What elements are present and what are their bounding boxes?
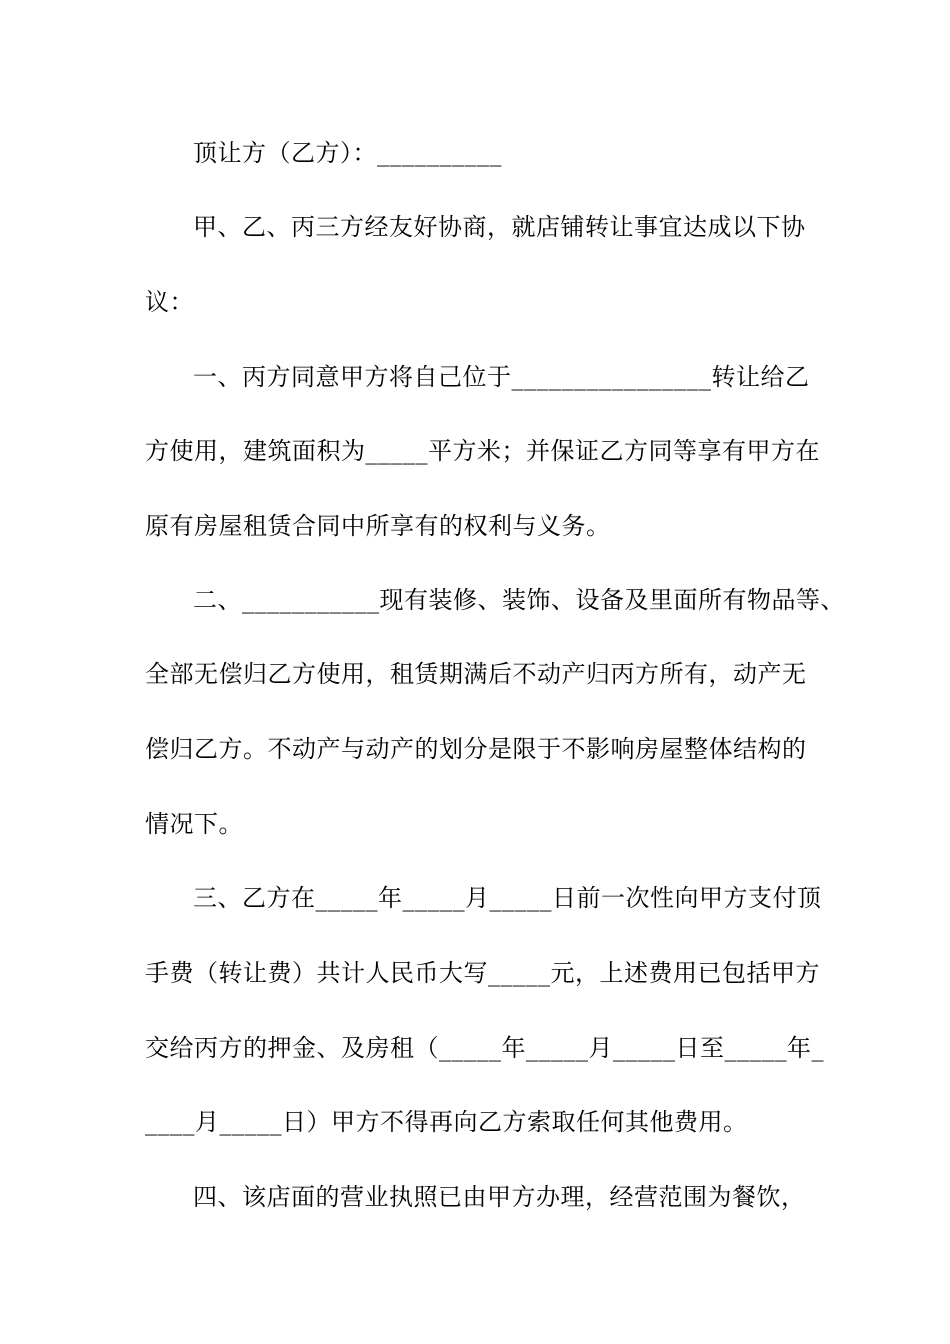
clause-1-line-1: 一、丙方同意甲方将自己位于________________转让给乙	[193, 363, 810, 391]
clause-1-line-2: 方使用，建筑面积为_____平方米；并保证乙方同等享有甲方在	[145, 437, 820, 465]
preamble-line-1: 甲、乙、丙三方经友好协商，就店铺转让事宜达成以下协	[193, 213, 806, 241]
transferee-party-line: 顶让方（乙方）：__________	[193, 139, 502, 167]
clause-3-line-1: 三、乙方在_____年_____月_____日前一次性向甲方支付顶	[193, 884, 822, 912]
clause-2-line-2: 全部无偿归乙方使用，租赁期满后不动产归丙方所有，动产无	[145, 660, 807, 688]
clause-1-line-3: 原有房屋租赁合同中所享有的权利与义务。	[145, 512, 611, 540]
clause-2-line-1: 二、___________现有装修、装饰、设备及里面所有物品等、	[193, 586, 845, 614]
clause-4-line-1: 四、该店面的营业执照已由甲方办理，经营范围为餐饮，	[193, 1183, 806, 1211]
clause-3-line-2: 手费（转让费）共计人民币大写_____元，上述费用已包括甲方	[145, 959, 820, 987]
clause-2-line-4: 情况下。	[145, 810, 243, 838]
clause-3-line-3: 交给丙方的押金、及房租（_____年_____月_____日至_____年_	[145, 1034, 824, 1062]
preamble-line-2: 议：	[145, 288, 194, 316]
clause-2-line-3: 偿归乙方。不动产与动产的划分是限于不影响房屋整体结构的	[145, 735, 807, 763]
clause-3-line-4: ____月_____日）甲方不得再向乙方索取任何其他费用。	[145, 1108, 748, 1136]
